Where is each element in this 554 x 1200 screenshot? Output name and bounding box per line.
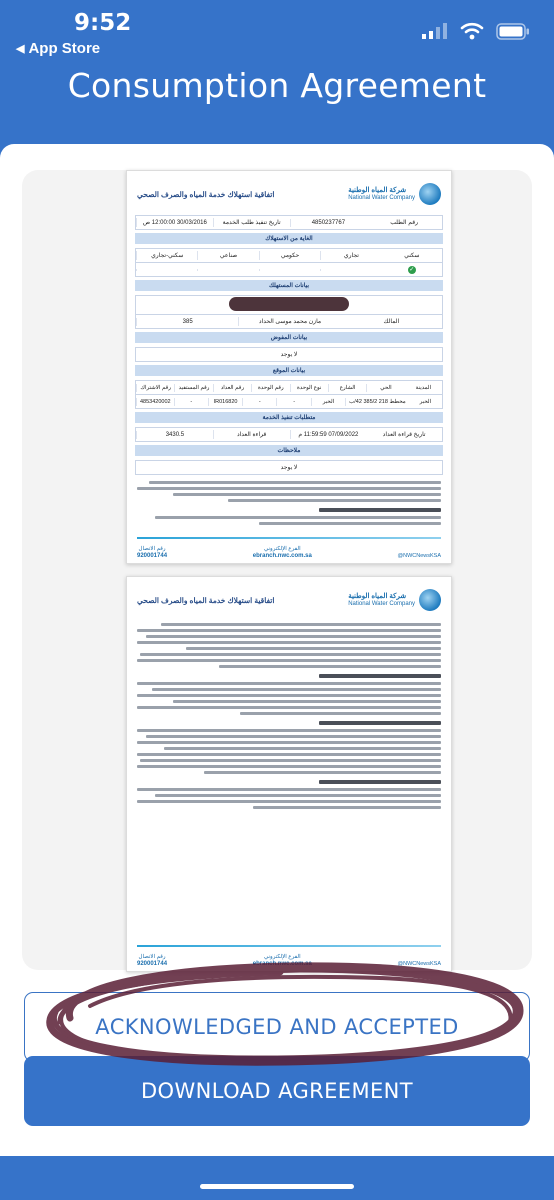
company-logo [348, 183, 441, 205]
status-bar [0, 0, 554, 64]
agreement-page-2 [126, 576, 452, 972]
location-band: بيانات الموقع [135, 365, 443, 376]
location-header: رقم الاشتراك [136, 384, 174, 392]
footer-web-label: الفرع الإلكتروني [263, 954, 301, 960]
purpose-type: تجاري [320, 251, 381, 260]
check-icon: ✓ [409, 266, 415, 273]
consumer-table [135, 295, 443, 329]
company-name-en: National Water Company [348, 194, 415, 201]
water-drop-logo-icon [419, 183, 441, 205]
service-table [135, 427, 443, 442]
agreement-page-1 [126, 170, 452, 564]
owner-name: مازن محمد موسى الحداد [238, 317, 340, 326]
document-title: اتفاقية استهلاك خدمة المياه والصرف الصحي [137, 595, 275, 605]
footer-social: @NWCNewsKSA [397, 961, 441, 967]
request-no-label: رقم الطلب [390, 220, 418, 226]
location-value: مخطط 218 385/2 42/ب [345, 398, 409, 406]
location-header: نوع الوحدة [290, 384, 328, 392]
purpose-type: صناعي [197, 251, 258, 260]
terms-paragraph [137, 623, 441, 809]
purpose-type: سكني [404, 253, 420, 259]
back-arrow-icon: ◀ [16, 43, 25, 55]
clock: 9:52 [74, 10, 132, 36]
download-agreement-button[interactable]: DOWNLOAD AGREEMENT [24, 1056, 530, 1126]
company-name-ar: شركة المياه الوطنية [348, 592, 407, 600]
meter-date: 07/09/2022 11:59:59 م [290, 430, 367, 439]
location-value: - [276, 398, 310, 406]
purpose-band: الغاية من الاستهلاك [135, 233, 443, 244]
water-drop-logo-icon [419, 589, 441, 611]
location-header: الشارع [328, 384, 366, 392]
company-name-ar: شركة المياه الوطنية [348, 186, 407, 194]
request-no: 4850237767 [290, 219, 367, 227]
home-indicator[interactable] [200, 1184, 354, 1189]
location-header: رقم المستفيد [174, 384, 212, 392]
purpose-type: حكومي [259, 251, 320, 260]
wifi-icon [460, 22, 484, 40]
footer-web-label: الفرع الإلكتروني [263, 546, 301, 552]
page-footer [127, 945, 451, 971]
location-value: - [174, 398, 208, 406]
delegate-table [135, 347, 443, 362]
location-value: الخبر [419, 398, 432, 405]
battery-icon [496, 23, 530, 40]
delegate-none: لا يوجد [280, 352, 298, 358]
cellular-signal-icon [422, 23, 448, 39]
location-value: الخبر [311, 398, 345, 406]
back-to-app-store[interactable] [16, 40, 100, 57]
location-value: IR016820 [208, 398, 242, 406]
footer-call-label: رقم الاتصال [138, 954, 166, 960]
footer-call-number: 920001744 [137, 553, 168, 559]
footer-web-url: ebranch.nwc.com.sa [252, 961, 312, 967]
location-header: الحي [366, 384, 404, 392]
document-title: اتفاقية استهلاك خدمة المياه والصرف الصحي [137, 189, 275, 199]
footer-social: @NWCNewsKSA [397, 553, 441, 559]
delegate-band: بيانات المفوض [135, 332, 443, 343]
company-name-en: National Water Company [348, 600, 415, 607]
purpose-table [135, 248, 443, 277]
meter-reading: 3430.5 [136, 431, 213, 439]
purpose-type: سكني-تجاري [136, 251, 197, 260]
notes-table [135, 460, 443, 475]
service-band: متطلبات تنفيذ الخدمة [135, 412, 443, 423]
notes-none: لا يوجد [280, 465, 298, 471]
location-header: رقم العداد [213, 384, 251, 392]
location-value: - [242, 398, 276, 406]
page-title: Consumption Agreement [67, 66, 487, 105]
consumer-band: بيانات المستهلك [135, 280, 443, 291]
page-footer [127, 537, 451, 563]
footer-call-label: رقم الاتصال [138, 546, 166, 552]
acknowledged-accepted-button[interactable]: ACKNOWLEDGED AND ACCEPTED [24, 992, 530, 1062]
back-label: App Store [28, 40, 101, 57]
notes-band: ملاحظات [135, 445, 443, 456]
location-value: 4853420002 [136, 398, 174, 406]
redaction-scribble [229, 297, 349, 311]
terms-paragraph [137, 481, 441, 525]
location-header: المدينة [415, 384, 432, 391]
request-table [135, 215, 443, 230]
agreement-viewer[interactable] [22, 170, 532, 970]
company-logo [348, 589, 441, 611]
owner-label: المالك [383, 319, 400, 325]
footer-call-number: 920001744 [137, 961, 168, 967]
location-header: رقم الوحدة [251, 384, 289, 392]
footer-web-url: ebranch.nwc.com.sa [252, 553, 312, 559]
meter-date-label: تاريخ قراءة العداد [382, 432, 426, 438]
id-tail: 385 [136, 318, 238, 326]
meter-reading-label: قراءة العداد [213, 430, 290, 439]
location-table [135, 380, 443, 409]
exec-date-label: تاريخ تنفيذ طلب الخدمة [213, 218, 290, 227]
exec-date: 30/03/2016 12:00:00 ص [136, 218, 213, 227]
